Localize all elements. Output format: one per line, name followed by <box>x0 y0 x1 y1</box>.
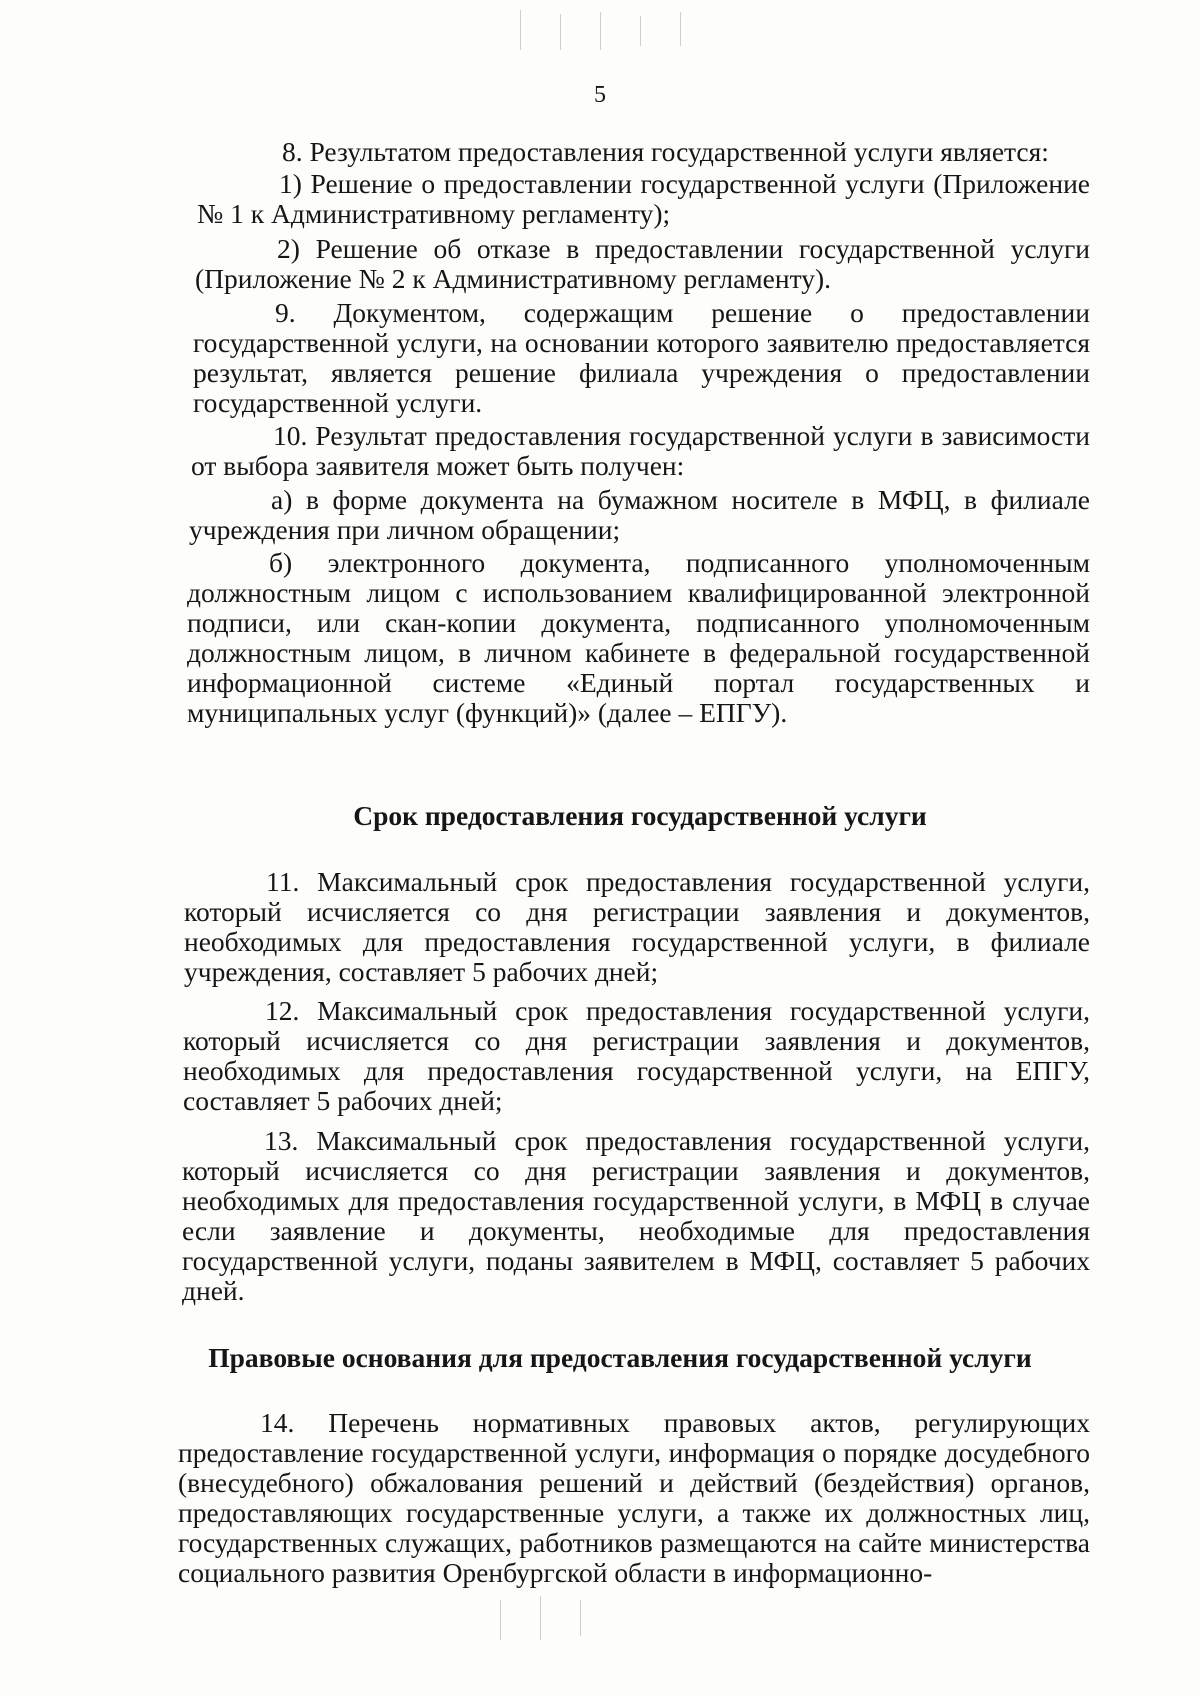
paragraph-8-item-2 <box>195 234 1090 294</box>
paragraph-10-text: 10. Результат предоставления государственной услуги в зависимости от выбора заявителя может быть получен: <box>191 420 1090 481</box>
paragraph-11-text: 11. Максимальный срок предоставления государственной услуги, который исчисляется со дня регистрации заявления и документов, необходимых для предоставления государственной услуги, в филиале учреждения, составляет 5 рабочих дней; <box>184 866 1090 987</box>
scan-artifact <box>580 1600 581 1636</box>
paragraph-14 <box>178 1408 1090 1588</box>
paragraph-8-item-2-text: 2) Решение об отказе в предоставлении государственной услуги (Приложение № 2 к Административному регламенту). <box>195 233 1090 294</box>
paragraph-9-text: 9. Документом, содержащим решение о предоставлении государственной услуги, на основании которого заявителю предоставляется результат, является решение филиала учреждения о предоставлении государственной услуги. <box>193 297 1090 418</box>
paragraph-10 <box>191 421 1090 481</box>
paragraph-10-item-a <box>189 485 1090 545</box>
paragraph-10-item-a-text: а) в форме документа на бумажном носителе в МФЦ, в филиале учреждения при личном обращении; <box>189 484 1090 545</box>
scan-artifact <box>500 1600 501 1640</box>
paragraph-13-text: 13. Максимальный срок предоставления государственной услуги, который исчисляется со дня регистрации заявления и документов, необходимых для предоставления государственной услуги, в МФЦ в случае если заявление и документы, необходимые для предоставления государственной услуги, поданы заявителем в МФЦ, составляет 5 рабочих дней. <box>182 1125 1090 1306</box>
scan-artifact <box>540 1596 541 1640</box>
paragraph-9 <box>193 298 1090 418</box>
paragraph-8 <box>200 137 1090 167</box>
paragraph-13 <box>182 1126 1090 1306</box>
paragraph-10-item-b <box>187 548 1090 728</box>
paragraph-8-item-1-text: 1) Решение о предоставлении государственной услуги (Приложение № 1 к Административному регламенту); <box>197 168 1090 229</box>
scan-artifact <box>560 14 561 50</box>
paragraph-12 <box>183 996 1090 1116</box>
paragraph-14-text: 14. Перечень нормативных правовых актов, регулирующих предоставление государственной услуги, информация о порядке досудебного (внесудебного) обжалования решений и действий (бездействия) органов, предоставляющих государственные услуги, а также их должностных лиц, государственных служащих, работников размещаются на сайте министерства социального развития Оренбургской области в информационно- <box>178 1407 1090 1588</box>
scan-artifact <box>520 10 521 50</box>
paragraph-11 <box>184 867 1090 987</box>
paragraph-8-text: 8. Результатом предоставления государственной услуги является: <box>282 136 1049 167</box>
page-number: 5 <box>594 82 606 108</box>
paragraph-12-text: 12. Максимальный срок предоставления государственной услуги, который исчисляется со дня регистрации заявления и документов, необходимых для предоставления государственной услуги, на ЕПГУ, составляет 5 рабочих дней; <box>183 995 1090 1116</box>
section-heading-legal: Правовые основания для предоставления государственной услуги <box>208 1342 1032 1373</box>
paragraph-8-item-1 <box>197 169 1090 229</box>
scan-artifact <box>600 12 601 50</box>
section-heading-term: Срок предоставления государственной услуги <box>353 800 927 831</box>
scan-artifact <box>680 12 681 46</box>
scan-artifact <box>640 16 641 46</box>
paragraph-10-item-b-text: б) электронного документа, подписанного уполномоченным должностным лицом с использованием квалифицированной электронной подписи, или скан-копии документа, подписанного уполномоченным должностным лицом, в личном кабинете в федеральной государственной информационной системе «Единый портал государственных и муниципальных услуг (функций)» (далее – ЕПГУ). <box>187 547 1090 728</box>
